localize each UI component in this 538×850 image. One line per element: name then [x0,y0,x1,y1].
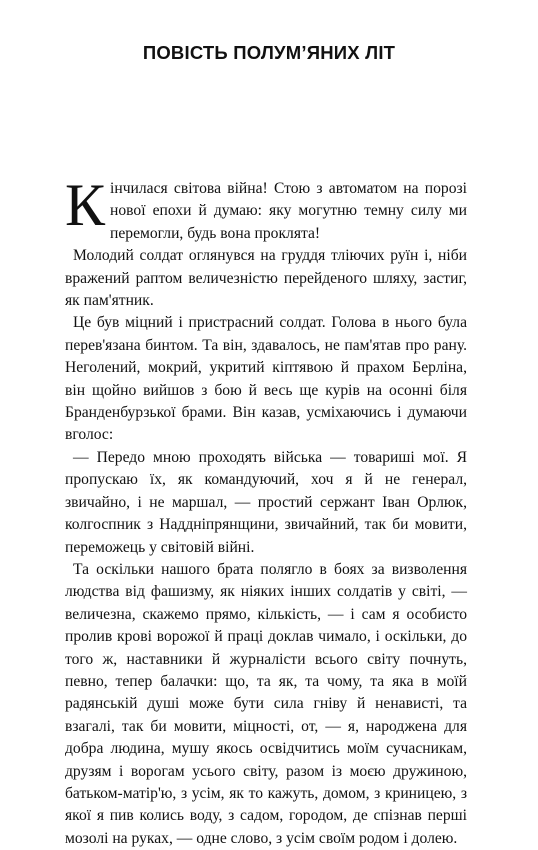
chapter-title: ПОВІСТЬ ПОЛУМ’ЯНИХ ЛІТ [142,42,396,63]
drop-cap: К [65,172,106,238]
paragraph-5: Та оскільки нашого брата полягло в боях за визволення людства від фашизму, як ніяких інших солдатів у світі, — величезна, скажемо прямо, кількість, — і сам я особисто пролив крові ворожої й праці доклав чимало, і оскільки, до того ж, наставники й журналісти всього світу почнуть, певно, тепер балачки: що, та як, та чому, та яка в моїй радянській душі може бути сила гніву й ненависті, та взагалі, так би мовити, міцності, от, — я, народжена для добра людина, мушу якось освідчитись моїм сучасникам, друзям і ворогам усього світу, разом із моєю дружиною, батьком-матір'ю, з усім, як то кажуть, домом, з криницею, з якої я пив колись воду, з садом, городом, де спізнав перші мозолі на руках, — одне слово, з усім своїм родом і долею. [65,560,467,847]
paragraph-3: Це був міцний і пристрасний солдат. Голова в нього була перев'язана бинтом. Та він, здавалось, не пам'ятав про рану. Неголений, мокрий, укритий кіптявою й прахом Берліна, він щойно вийшов з бою й весь ще курів на осонні біля Бранденбурзької брами. Він казав, усміхаючись і думаючи вголос: [65,314,467,444]
paragraph-1 [65,172,467,245]
paragraph-2: Молодий солдат оглянувся на груддя тліючих руїн і, ніби вражений раптом величезністю перейденого шляху, застиг, як пам'ятник. [65,247,467,310]
paragraph-1-text: інчилася світова війна! Стою з автоматом на порозі нової епохи й думаю: яку могутню темну силу ми перемогли, будь вона проклята! [110,180,467,242]
text-body [65,172,467,850]
paragraph-4: — Передо мною проходять війська — товариші мої. Я пропускаю їх, як командуючий, хоч я й не генерал, звичайно, і не маршал, — простий сержант Іван Орлюк, колгоспник з Наддніпрянщини, звичайний, так би мовити, переможець у світовій війні. [65,448,467,556]
